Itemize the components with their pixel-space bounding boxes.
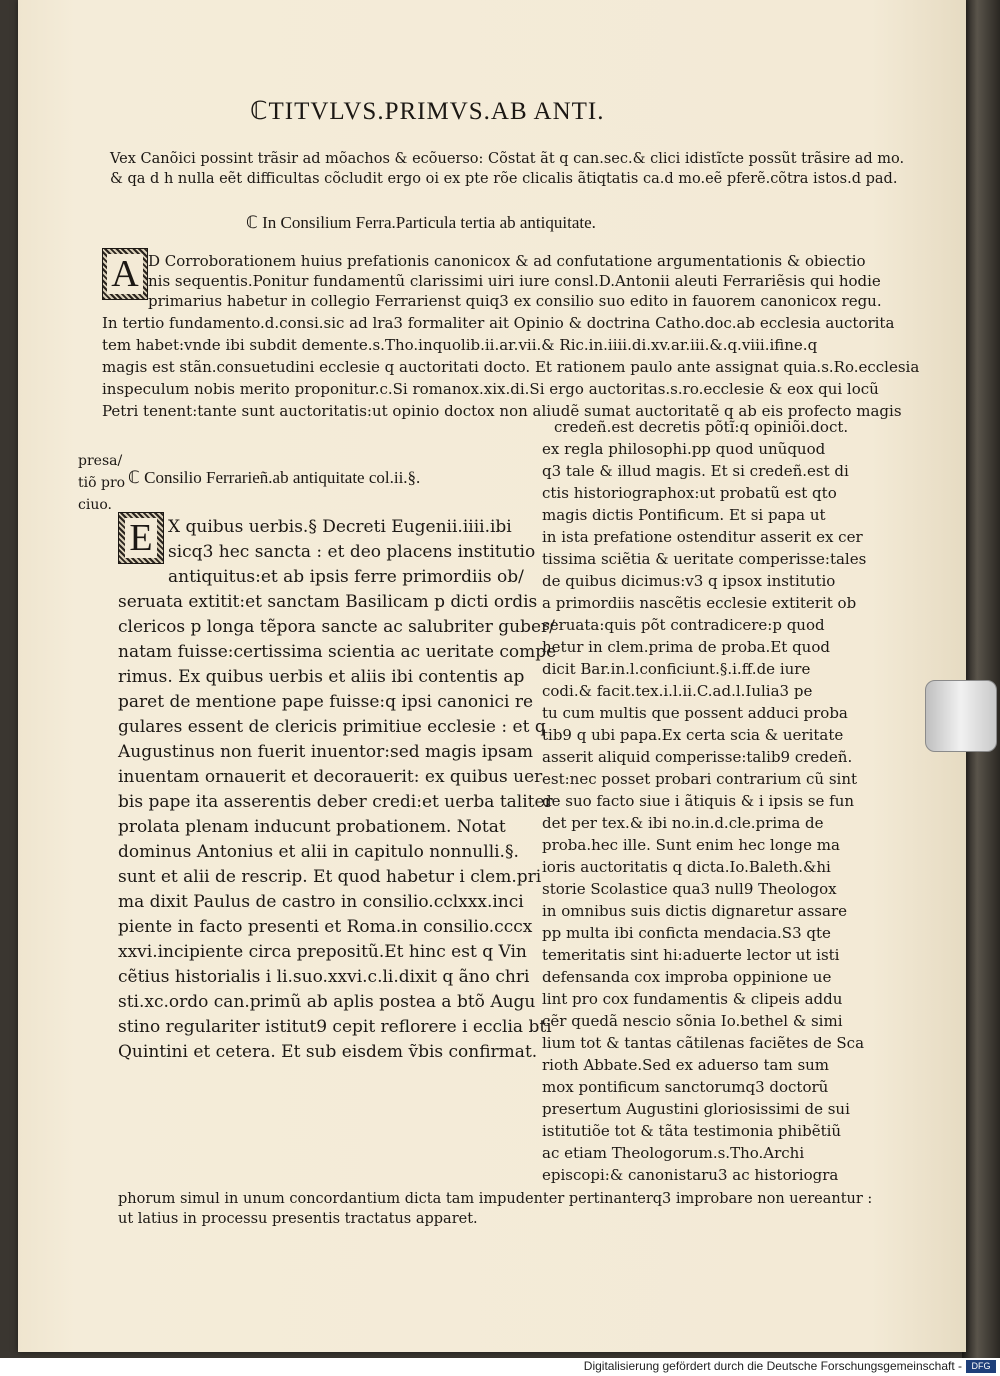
text-line: ma dixit Paulus de castro in consilio.cclxxx.inci [118, 892, 524, 912]
paragraph-mark-icon: ℂ [250, 98, 269, 125]
digitization-footer [0, 1358, 1000, 1376]
margin-note-line: ciuo. [78, 497, 112, 513]
dfg-logo: DFG [966, 1360, 996, 1373]
text-line: Quintini et cetera. Et sub eisdem ṽbis confirmat. [118, 1042, 538, 1062]
text-line: asserit aliquid comperisse:talib9 credeñ. [542, 748, 853, 766]
text-line: natam fuisse:certissima scientia ac ueritate compe [118, 642, 557, 662]
text-line: credeñ.est decretis põtĩ:q opiniõi.doct. [554, 418, 849, 436]
decorated-initial-a: A [102, 248, 148, 300]
text-line: Petri tenent:tante sunt auctoritatis:ut opinio doctox non aliudẽ sumat auctoritatẽ q ab eis profecto magis [102, 402, 902, 420]
text-line: proba.hec ille. Sunt enim hec longe ma [542, 836, 840, 854]
margin-note-line: tiõ pro [78, 475, 126, 491]
text-line: clericos p longa tẽpora sancte ac salubriter guber/ [118, 617, 555, 637]
text-line: magis est stãn.consuetudini ecclesie q auctoritati docto. Et rationem paulo ante assignat quia.s.Ro.ecclesia [102, 358, 920, 376]
text-line: est:nec posset probari contrarium cũ sint [542, 770, 858, 788]
text-line: lint pro cox fundamentis & clipeis addu [542, 990, 843, 1008]
page-title: ℂTITVLVS.PRIMVS.AB ANTI. [250, 98, 605, 125]
subheading: ℂ Consilio Ferrarieñ.ab antiquitate col.ii.§. [128, 468, 421, 487]
text-line: phorum simul in unum concordantium dicta tam impudenter pertinanterq3 improbare non uereantur : [118, 1191, 873, 1207]
section-title: ℂ In Consilium Ferra.Particula tertia ab antiquitate. [246, 213, 596, 232]
margin-note-line: presa/ [78, 453, 123, 469]
text-line: sti.xc.ordo can.primũ ab aplis postea a btõ Augu [118, 992, 536, 1012]
page-tab-marker [925, 680, 997, 752]
book-spine [962, 0, 1000, 1358]
text-line: cẽr quedã nescio sõnia Io.bethel & simi [542, 1012, 843, 1030]
margin-note [78, 450, 125, 516]
text-line: magis dictis Pontificum. Et si papa ut [542, 506, 826, 524]
text-line: temeritatis sint hi:aduerte lector ut isti [542, 946, 840, 964]
paragraph-mark-icon: ℂ [128, 468, 145, 487]
text-line: inspeculum nobis merito proponitur.c.Si romanox.xix.di.Si ergo auctoritas.s.ro.ecclesie & eox qui locũ [102, 380, 879, 398]
text-line: dominus Antonius et alii in capitulo nonnulli.§. [118, 842, 519, 862]
text-line: a primordiis nascẽtis ecclesie extiterit ob [542, 594, 857, 612]
text-line: antiquitus:et ab ipsis ferre primordiis ob/ [168, 567, 524, 587]
text-line: in ista prefatione ostenditur asserit ex cer [542, 528, 863, 546]
text-line: nis sequentis.Ponitur fundamentũ clarissimi uiri iure consl.D.Antonii aleuti Ferrariẽsis qui hodie [148, 272, 881, 290]
text-line: ioris auctoritatis q dicta.Io.Baleth.&hi [542, 858, 831, 876]
text-line: seruata:quis põt contradicere:p quod [542, 616, 825, 634]
text-line: rioth Abbate.Sed ex aduerso tam sum [542, 1056, 830, 1074]
text-line: episcopi:& canonistaru3 ac historiogra [542, 1166, 839, 1184]
footer-credit: Digitalisierung gefördert durch die Deutsche Forschungsgemeinschaft - [583, 1359, 962, 1373]
text-line: de quibus dicimus:v3 q ipsox institutio [542, 572, 836, 590]
book-page [18, 0, 966, 1352]
text-line: X quibus uerbis.§ Decreti Eugenii.iiii.ibi [168, 517, 512, 537]
text-line: hetur in clem.prima de proba.Et quod [542, 638, 830, 656]
text-line: In tertio fundamento.d.consi.sic ad lra3 formaliter ait Opinio & doctrina Catho.doc.ab ecclesia auctorita [102, 314, 895, 332]
text-line: codi.& facit.tex.i.l.ii.C.ad.l.Iulia3 pe [542, 682, 813, 700]
text-line: ac etiam Theologorum.s.Tho.Archi [542, 1144, 805, 1162]
text-line: sicq3 hec sancta : et deo placens institutio [168, 542, 536, 562]
text-line: primarius habetur in collegio Ferrarienst quiq3 ex consilio suo edito in fauorem canonicox regu. [148, 292, 882, 310]
paragraph-mark-icon: ℂ [246, 213, 263, 232]
text-line: presertum Augustini gloriosissimi de sui [542, 1100, 850, 1118]
text-line: paret de mentione pape fuisse:q ipsi canonici re [118, 692, 534, 712]
text-line: pp multa ibi conficta mendacia.S3 qte [542, 924, 831, 942]
text-line: rimus. Ex quibus uerbis et aliis ibi contentis ap [118, 667, 525, 687]
text-line: tem habet:vnde ibi subdit demente.s.Tho.inquolib.ii.ar.vii.& Ric.in.iiii.di.xv.ar.iii.&.q.viii.ifine.q [102, 336, 818, 354]
text-line: cẽtius historialis i li.suo.xxvi.c.li.dixit q ãno chri [118, 967, 530, 987]
text-line: D Corroborationem huius prefationis canonicox & ad confutatione argumentationis & obiectio [148, 252, 866, 270]
text-line: tib9 q ubi papa.Ex certa scia & ueritate [542, 726, 844, 744]
text-line: Augustinus non fuerit inuentor:sed magis ipsam [118, 742, 534, 762]
text-line: defensanda cox improba oppinione ue [542, 968, 832, 986]
decorated-initial-e: E [118, 512, 164, 564]
text-line: prolata plenam inducunt probationem. Notat [118, 817, 506, 837]
text-line: dicit Bar.in.l.conficiunt.§.i.ff.de iure [542, 660, 811, 678]
text-line: lium tot & tantas cãtilenas faciẽtes de Sca [542, 1034, 865, 1052]
text-line: stino regulariter istitut9 cepit reflorere i ecclia bti [118, 1017, 552, 1037]
text-line: xxvi.incipiente circa prepositũ.Et hinc est q Vin [118, 942, 527, 962]
text-line: ut latius in processu presentis tractatus apparet. [118, 1211, 478, 1227]
text-line: ex regla philosophi.pp quod unũquod [542, 440, 826, 458]
text-line: mox pontificum sanctorumq3 doctorũ [542, 1078, 829, 1096]
text-line: tissima sciẽtia & ueritate comperisse:tales [542, 550, 867, 568]
text-line: sunt et alii de rescrip. Et quod habetur i clem.pri [118, 867, 542, 887]
text-line: tu cum multis que possent adduci proba [542, 704, 848, 722]
text-line: ctis historiographox:ut probatũ est qto [542, 484, 837, 502]
intro-line: Vex Canõici possint trãsir ad mõachos & ecõuerso: Cõstat ãt q can.sec.& clici idistĩcte possũt trãsire ad mo. [110, 151, 905, 167]
text-line: det per tex.& ibi no.in.d.cle.prima de [542, 814, 824, 832]
text-line: q3 tale & illud magis. Et si credeñ.est di [542, 462, 849, 480]
text-line: bis pape ita asserentis deber credi:et uerba taliter [118, 792, 553, 812]
intro-line: & qa d h nulla eẽt difficultas cõcludit ergo oi ex pte rõe clicalis ãtiqtatis ca.d mo.eẽ pferẽ.cõtra istos.d pad. [110, 171, 898, 187]
text-line: de suo facto siue i ãtiquis & i ipsis se fun [542, 792, 855, 810]
text-line: seruata extitit:et sanctam Basilicam p dicti ordis [118, 592, 538, 612]
text-line: piente in facto presenti et Roma.in consilio.cccx [118, 917, 533, 937]
text-line: gulares essent de clericis primitiue ecclesie : et q [118, 717, 546, 737]
text-line: inuentam ornauerit et decorauerit: ex quibus uer [118, 767, 543, 787]
text-line: in omnibus suis dictis dignaretur assare [542, 902, 847, 920]
text-line: istitutiõe tot & tãta testimonia phibẽtiũ [542, 1122, 842, 1140]
text-line: storie Scolastice qua3 null9 Theologox [542, 880, 837, 898]
